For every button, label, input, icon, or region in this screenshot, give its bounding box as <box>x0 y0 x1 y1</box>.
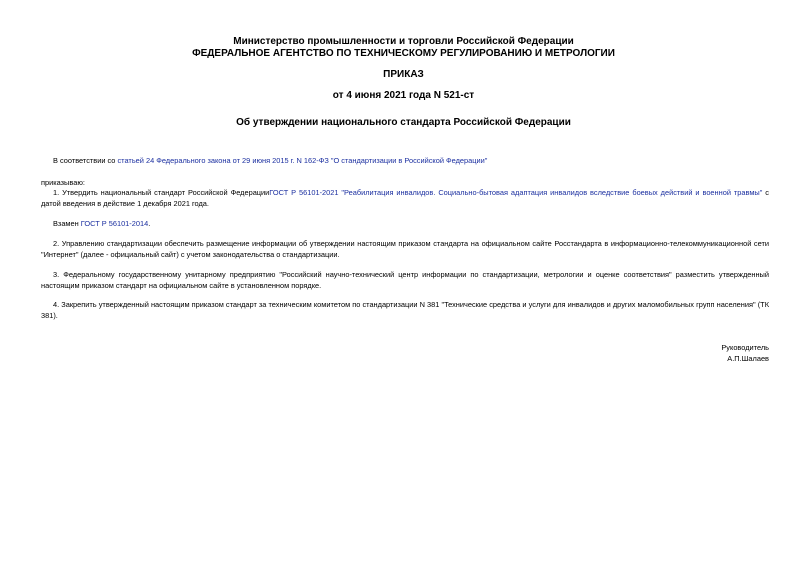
item-2-paragraph: 2. Управлению стандартизации обеспечить размещение информации об утверждении настоящим приказом стандарта на официальном сайте Росстандарта в информационно-телекоммуникационной сети "Интернет" (далее - официальный сайт) с учетом законодательства о стандартизации. <box>41 239 769 259</box>
item-4-paragraph: 4. Закрепить утвержденный настоящим приказом стандарт за техническим комитетом по стандартизации N 381 "Технические средства и услуги для инвалидов и других маломобильных групп населения" (ТК 381). <box>41 300 769 320</box>
document-date-number: от 4 июня 2021 года N 521-ст <box>332 90 475 101</box>
document-type: ПРИКАЗ <box>383 69 424 80</box>
item-1-tail: с датой введения в действие 1 декабря 2021 года. <box>41 188 769 208</box>
replace-paragraph <box>41 218 769 229</box>
law-link[interactable]: статьей 24 Федерального закона от 29 июня 2015 г. N 162-ФЗ "О стандартизации в Российской Федерации" <box>117 156 488 165</box>
preamble-text: В соответствии со <box>53 156 118 165</box>
item-1-text: 1. Утвердить национальный стандарт Российской Федерации <box>53 188 270 197</box>
item-1-paragraph <box>41 187 769 209</box>
preamble-paragraph <box>41 155 769 166</box>
replace-end: . <box>148 219 151 228</box>
gost-2021-link[interactable]: ГОСТ Р 56101-2021 "Реабилитация инвалидов. Социально-бытовая адаптация инвалидов вследствие боевых действий и военной травмы" <box>269 188 763 197</box>
signature-role: Руководитель <box>721 343 769 352</box>
ministry-name: Министерство промышленности и торговли Российской Федерации <box>233 36 574 47</box>
document-title: Об утверждении национального стандарта Российской Федерации <box>236 117 571 128</box>
order-word: приказываю: <box>41 178 85 187</box>
signature-name: А.П.Шалаев <box>727 354 769 363</box>
item-3-paragraph: 3. Федеральному государственному унитарному предприятию "Российский научно-технический центр информации по стандартизации, метрологии и оценке соответствия" разместить утвержденный настоящим приказом стандарт на официальном сайте в установленном порядке. <box>41 270 769 290</box>
replace-text: Взамен <box>53 219 81 228</box>
agency-name: ФЕДЕРАЛЬНОЕ АГЕНТСТВО ПО ТЕХНИЧЕСКОМУ РЕГУЛИРОВАНИЮ И МЕТРОЛОГИИ <box>192 48 615 59</box>
gost-2014-link[interactable]: ГОСТ Р 56101-2014 <box>80 219 149 228</box>
